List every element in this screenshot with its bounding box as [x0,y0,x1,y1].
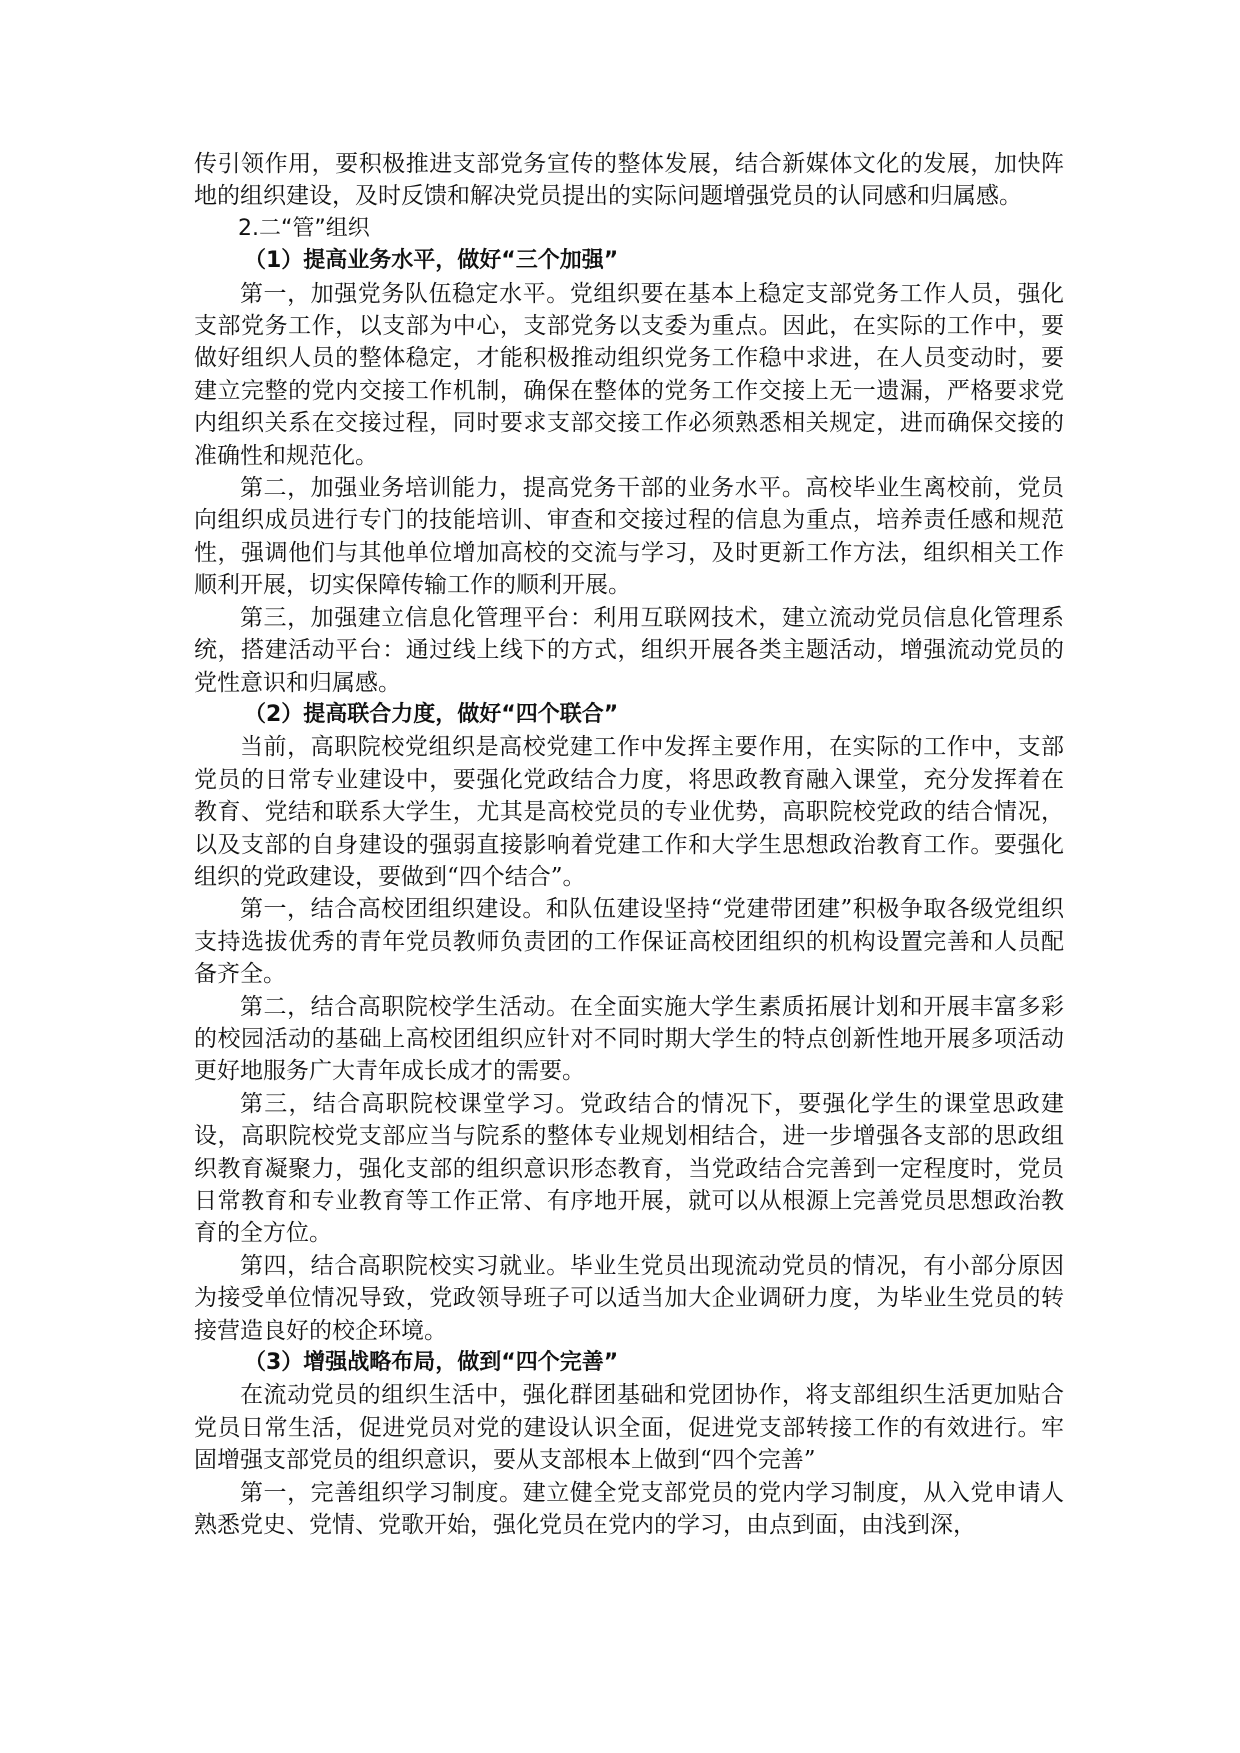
subsection-2-intro: 当前，高职院校党组织是高校党建工作中发挥主要作用，在实际的工作中，支部党员的日常专业建设中，要强化党政结合力度，将思政教育融入课堂，充分发挥着在教育、党结和联系大学生，尤其是高校党员的专业优势，高职院校党政的结合情况，以及支部的自身建设的强弱直接影响着党建工作和大学生思想政治教育工作。要强化组织的党政建设，要做到“四个结合”。 [194,734,1064,890]
subsection-3-title: （3）增强战略布局，做到“四个完善” [244,1350,619,1376]
subsection-1-paragraph-1: 第一，加强党务队伍稳定水平。党组织要在基本上稳定支部党务工作人员，强化支部党务工作，以支部为中心，支部党务以支委为重点。因此，在实际的工作中，要做好组织人员的整体稳定，才能积极推动组织党务工作稳中求进，在人员变动时，要建立完整的党内交接工作机制，确保在整体的党务工作交接上无一遗漏，严格要求党内组织关系在交接过程，同时要求支部交接工作必须熟悉相关规定，进而确保交接的准确性和规范化。 [194,280,1064,469]
section-title: 2.二“管”组织 [238,215,370,241]
subsection-3-paragraph-1: 第一，完善组织学习制度。建立健全党支部党员的党内学习制度，从入党申请人熟悉党史、党情、党歌开始，强化党员在党内的学习，由点到面，由浅到深， [194,1479,1064,1539]
subsection-3-intro: 在流动党员的组织生活中，强化群团基础和党团协作，将支部组织生活更加贴合党员日常生活，促进党员对党的建设认识全面，促进党支部转接工作的有效进行。牢固增强支部党员的组织意识，要从支部根本上做到“四个完善” [194,1382,1064,1474]
subsection-2-title: （2）提高联合力度，做好“四个联合” [244,701,619,727]
subsection-1-title: （1）提高业务水平，做好“三个加强” [244,248,619,274]
subsection-2-paragraph-3: 第三，结合高职院校课堂学习。党政结合的情况下，要强化学生的课堂思政建设，高职院校党支部应当与院系的整体专业规划相结合，进一步增强各支部的思政组织教育凝聚力，强化支部的组织意识形态教育，当党政结合完善到一定程度时，党员日常教育和专业教育等工作正常、有序地开展，就可以从根源上完善党员思想政治教育的全方位。 [194,1090,1064,1247]
subsection-2-paragraph-4: 第四，结合高职院校实习就业。毕业生党员出现流动党员的情况，有小部分原因为接受单位情况导致，党政领导班子可以适当加大企业调研力度，为毕业生党员的转接营造良好的校企环境。 [194,1252,1064,1344]
document-page [194,148,1064,1541]
subsection-2-paragraph-2: 第二，结合高职院校学生活动。在全面实施大学生素质拓展计划和开展丰富多彩的校园活动的基础上高校团组织应针对不同时期大学生的特点创新性地开展多项活动更好地服务广大青年成长成才的需要。 [194,993,1064,1085]
intro-paragraph: 传引领作用，要积极推进支部党务宣传的整体发展，结合新媒体文化的发展，加快阵地的组织建设，及时反馈和解决党员提出的实际问题增强党员的认同感和归属感。 [194,151,1064,210]
subsection-1-paragraph-2: 第二，加强业务培训能力，提高党务干部的业务水平。高校毕业生离校前，党员向组织成员进行专门的技能培训、审查和交接过程的信息为重点，培养责任感和规范性，强调他们与其他单位增加高校的交流与学习，及时更新工作方法，组织相关工作顺利开展，切实保障传输工作的顺利开展。 [194,475,1064,599]
subsection-1-paragraph-3: 第三，加强建立信息化管理平台：利用互联网技术，建立流动党员信息化管理系统，搭建活动平台：通过线上线下的方式，组织开展各类主题活动，增强流动党员的党性意识和归属感。 [194,604,1064,696]
subsection-2-paragraph-1: 第一，结合高校团组织建设。和队伍建设坚持“党建带团建”积极争取各级党组织支持选拔优秀的青年党员教师负责团的工作保证高校团组织的机构设置完善和人员配备齐全。 [194,896,1064,988]
